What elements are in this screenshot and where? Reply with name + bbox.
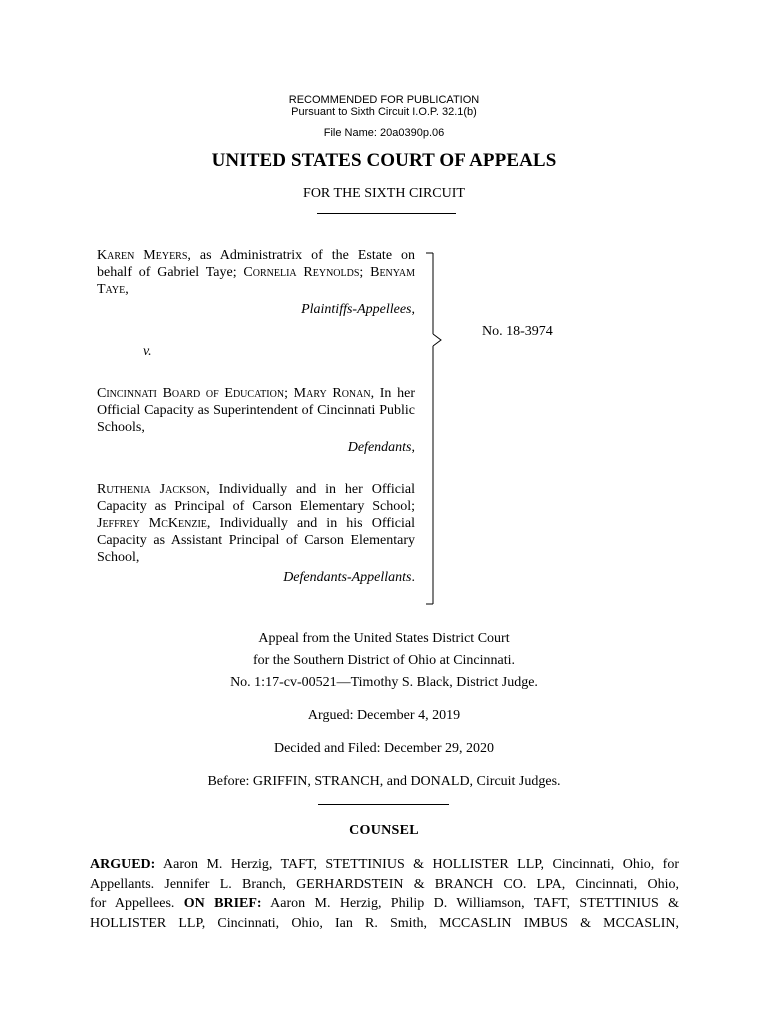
defendant-1: Cincinnati Board of Education: [97, 386, 285, 401]
plaintiff-sep: ;: [359, 265, 371, 280]
plaintiffs-role: [301, 302, 415, 318]
counsel-line-1: [90, 855, 679, 875]
recommendation-line: RECOMMENDED FOR PUBLICATION: [288, 94, 480, 106]
appellants-role: [283, 570, 415, 586]
counsel-line-2: Appellants. Jennifer L. Branch, GERHARDSTEIN & BRANCH CO. LPA, Cincinnati, Ohio,: [90, 876, 679, 892]
counsel-paragraph: [90, 855, 679, 933]
counsel-line-3-start: for Appellees.: [90, 896, 184, 911]
on-brief-label: ON BRIEF:: [183, 896, 262, 911]
appeal-line-1: Appeal from the United States District Court: [258, 631, 510, 646]
defendant-2-desc: , In her Official Capacity as Superintendent of Cincinnati Public Schools,: [97, 386, 415, 435]
appellants-names: [97, 481, 415, 566]
defendants-names: [97, 385, 415, 436]
versus: v.: [143, 344, 152, 359]
defendant-2: Mary Ronan: [293, 386, 371, 401]
plaintiffs-role-comma: ,: [411, 302, 415, 317]
defendant-sep: ;: [284, 386, 294, 401]
caption-bracket: [424, 252, 444, 608]
counsel-line-3-text: Aaron M. Herzig, Philip D. Williamson, TAFT, STETTINIUS &: [261, 896, 680, 911]
defendants-role-comma: ,: [411, 440, 415, 455]
argued-date: Argued: December 4, 2019: [307, 708, 461, 723]
appeal-line-2: for the Southern District of Ohio at Cincinnati.: [252, 653, 516, 668]
appeal-line-3: No. 1:17-cv-00521—Timothy S. Black, District Judge.: [230, 675, 538, 690]
publication-notice: [0, 94, 768, 118]
court-title: UNITED STATES COURT OF APPEALS: [211, 150, 557, 171]
appellant-2-desc: , Individually and in his Official Capacity as Assistant Principal of Carson Elementary School,: [97, 516, 416, 565]
appellant-1: Ruthenia Jackson: [97, 482, 207, 497]
circuit-name: FOR THE SIXTH CIRCUIT: [303, 186, 465, 201]
decided-date: Decided and Filed: December 29, 2020: [273, 741, 495, 756]
file-name: File Name: 20a0390p.06: [323, 127, 445, 139]
docket-number: No. 18-3974: [482, 324, 553, 339]
counsel-line-4: HOLLISTER LLP, Cincinnati, Ohio, Ian R. Smith, MCCASLIN IMBUS & MCCASLIN,: [90, 915, 679, 931]
iop-line: Pursuant to Sixth Circuit I.O.P. 32.1(b): [291, 106, 477, 118]
appellants-role-period: .: [411, 570, 415, 585]
plaintiffs-names: [97, 247, 415, 298]
defendants-role-label: Defendants: [347, 440, 412, 455]
appellant-1-desc: , Individually and in her Official Capacity as Principal of Carson Elementary School;: [97, 482, 415, 514]
counsel-line-1-text: Aaron M. Herzig, TAFT, STETTINIUS & HOLLISTER LLP, Cincinnati, Ohio, for: [155, 857, 679, 872]
counsel-heading: COUNSEL: [349, 823, 419, 838]
panel-divider: [318, 804, 449, 805]
appellant-2: Jeffrey McKenzie: [97, 516, 207, 531]
appellants-role-label: Defendants-Appellants: [283, 570, 412, 585]
argued-label: ARGUED:: [90, 857, 156, 872]
defendants-role: [348, 440, 415, 456]
panel-judges: Before: GRIFFIN, STRANCH, and DONALD, Circuit Judges.: [207, 774, 561, 789]
header-divider: [317, 213, 456, 214]
plaintiffs-role-label: Plaintiffs-Appellees: [301, 302, 412, 317]
counsel-line-3: [90, 894, 679, 914]
plaintiff-1: Karen Meyers: [97, 248, 188, 263]
plaintiff-end: ,: [125, 282, 129, 297]
plaintiff-1-desc: , as Administratrix of the Estate on behalf of Gabriel Taye;: [97, 248, 416, 280]
plaintiff-2: Cornelia Reynolds: [243, 265, 360, 280]
plaintiff-3: Benyam Taye: [97, 265, 416, 297]
